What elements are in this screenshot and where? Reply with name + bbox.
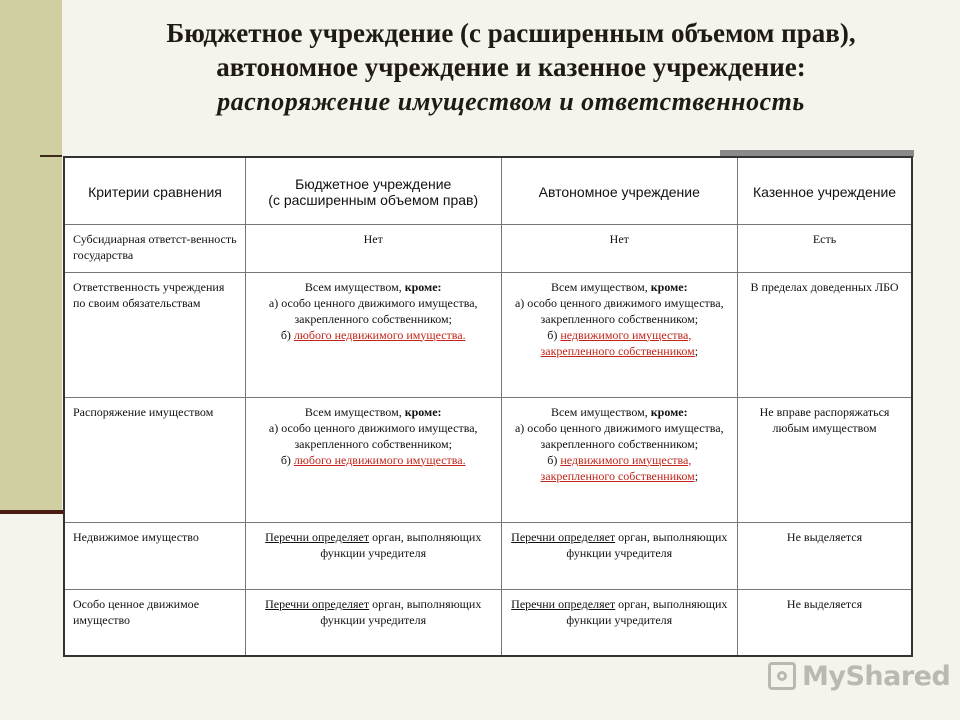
cell-underlined: Перечни определяет <box>511 529 616 544</box>
left-decorative-band <box>0 0 62 513</box>
cell-item-b-prefix: б) <box>280 327 291 342</box>
cell-intro: Всем имуществом, <box>550 404 648 419</box>
state-cell: Не выделяется <box>738 589 912 656</box>
header-criteria-label: Критерии сравнения <box>88 183 222 200</box>
cell-item-a: а) особо ценного движимого имущества, закрепленного собственником; <box>514 295 724 326</box>
autonomous-cell: Нет <box>501 224 738 272</box>
criterion-cell: Субсидиарная ответст-венность государства <box>64 224 245 272</box>
budget-cell: Нет <box>245 224 501 272</box>
header-autonomous-label: Автономное учреждение <box>538 183 700 200</box>
cell-item-a: а) особо ценного движимого имущества, закрепленного собственником; <box>514 420 724 451</box>
autonomous-cell <box>501 522 738 589</box>
autonomous-cell <box>501 589 738 656</box>
header-state-label: Казенное учреждение <box>752 183 897 200</box>
budget-cell <box>245 522 501 589</box>
header-budget-line2: (с расширенным объемом прав) <box>268 191 479 208</box>
autonomous-cell <box>501 397 738 522</box>
table-row <box>64 272 912 397</box>
criterion-cell: Ответственность учреждения по своим обязательствам <box>64 272 245 397</box>
table-row <box>64 224 912 272</box>
title-line-3: распоряжение имуществом и ответственность <box>217 87 805 116</box>
myshared-logo-icon <box>768 662 796 690</box>
cell-item-a: а) особо ценного движимого имущества, закрепленного собственником; <box>268 295 478 326</box>
table-row <box>64 522 912 589</box>
cell-item-a: а) особо ценного движимого имущества, закрепленного собственником; <box>268 420 478 451</box>
cell-except: кроме: <box>650 404 688 419</box>
header-autonomous <box>501 157 738 224</box>
slide-title <box>62 16 960 120</box>
cell-item-b-link[interactable]: недвижимого имущества, закрепленного собственником <box>540 327 695 358</box>
header-budget <box>245 157 501 224</box>
cell-underlined: Перечни определяет <box>265 596 370 611</box>
watermark-text: MyShared <box>802 660 951 692</box>
decorative-line-bottom <box>0 510 64 514</box>
title-line-1: Бюджетное учреждение (с расширенным объемом прав), <box>166 18 856 48</box>
cell-except: кроме: <box>404 404 442 419</box>
table-row <box>64 397 912 522</box>
cell-item-b-prefix: б) <box>547 327 558 342</box>
title-line-2: автономное учреждение и казенное учреждение: <box>216 52 806 82</box>
autonomous-cell <box>501 272 738 397</box>
budget-cell <box>245 397 501 522</box>
cell-rest: орган, выполняющих функции учредителя <box>566 529 728 560</box>
cell-rest: орган, выполняющих функции учредителя <box>320 596 482 627</box>
header-budget-line1: Бюджетное учреждение <box>295 175 452 192</box>
header-state <box>738 157 912 224</box>
criterion-cell: Особо ценное движимое имущество <box>64 589 245 656</box>
cell-item-b-suffix: ; <box>694 343 699 358</box>
header-criteria <box>64 157 245 224</box>
table-header-row <box>64 157 912 224</box>
cell-underlined: Перечни определяет <box>511 596 616 611</box>
cell-except: кроме: <box>650 279 688 294</box>
cell-item-b-link[interactable]: любого недвижимого имущества. <box>293 327 466 342</box>
budget-cell <box>245 589 501 656</box>
cell-except: кроме: <box>404 279 442 294</box>
cell-item-b-prefix: б) <box>280 452 291 467</box>
cell-intro: Всем имуществом, <box>550 279 648 294</box>
state-cell: Не выделяется <box>738 522 912 589</box>
criterion-cell: Распоряжение имуществом <box>64 397 245 522</box>
cell-rest: орган, выполняющих функции учредителя <box>566 596 728 627</box>
decorative-line-top <box>40 155 62 157</box>
cell-item-b-suffix: ; <box>694 468 699 483</box>
table-row <box>64 589 912 656</box>
comparison-table <box>63 156 913 657</box>
cell-item-b-link[interactable]: недвижимого имущества, закрепленного собственником <box>540 452 695 483</box>
cell-rest: орган, выполняющих функции учредителя <box>320 529 482 560</box>
cell-item-b-prefix: б) <box>547 452 558 467</box>
cell-underlined: Перечни определяет <box>265 529 370 544</box>
state-cell: В пределах доведенных ЛБО <box>738 272 912 397</box>
state-cell: Не вправе распоряжаться любым имуществом <box>738 397 912 522</box>
budget-cell <box>245 272 501 397</box>
cell-intro: Всем имуществом, <box>304 279 402 294</box>
myshared-watermark <box>768 656 950 696</box>
cell-intro: Всем имуществом, <box>304 404 402 419</box>
criterion-cell: Недвижимое имущество <box>64 522 245 589</box>
cell-item-b-link[interactable]: любого недвижимого имущества. <box>293 452 466 467</box>
state-cell: Есть <box>738 224 912 272</box>
